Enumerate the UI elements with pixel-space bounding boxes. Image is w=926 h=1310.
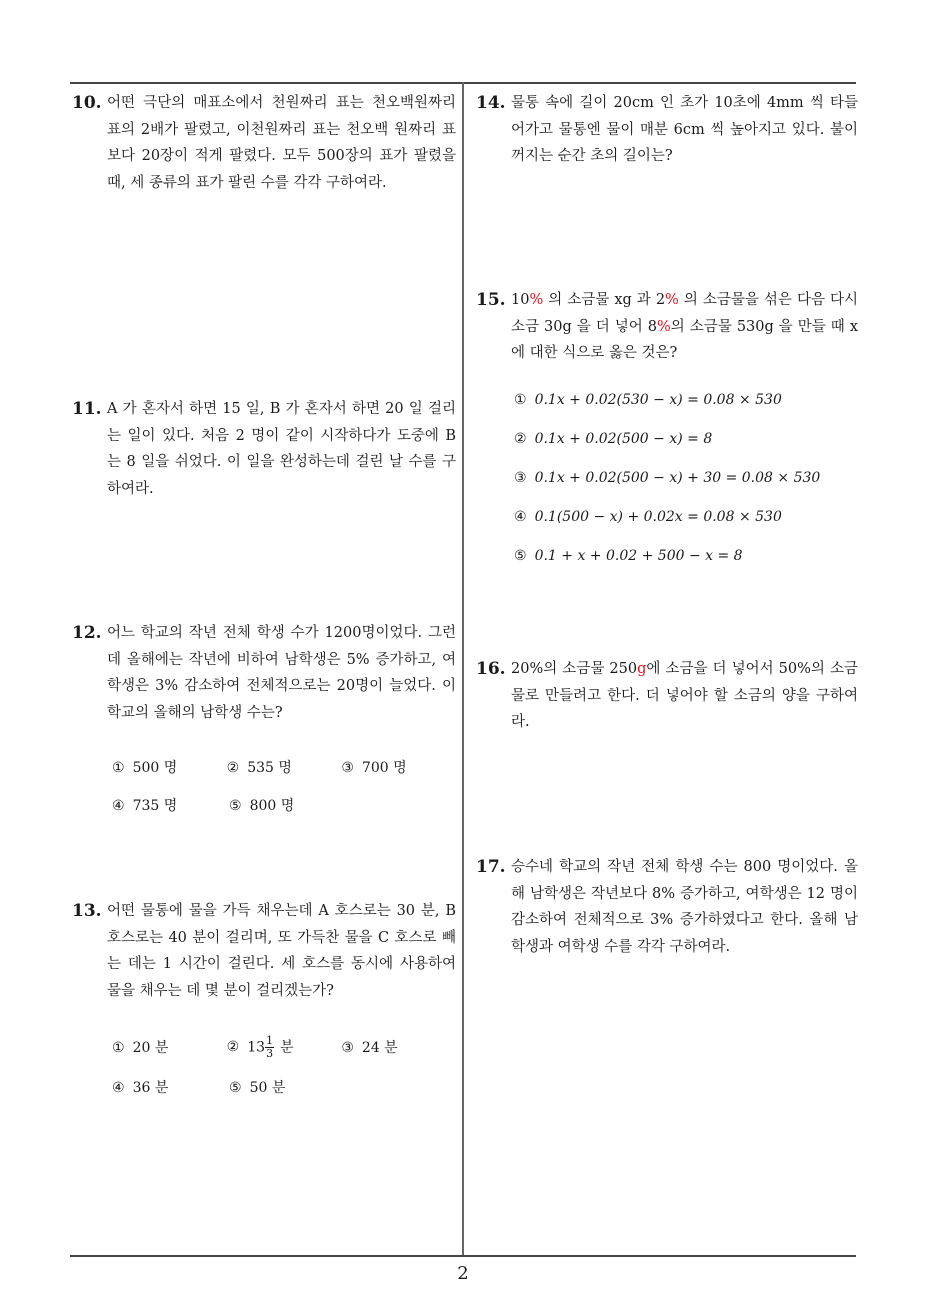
question-number: 15. bbox=[476, 290, 506, 310]
choice-1[interactable]: ① 0.1x + 0.02(530 − x) = 0.08 × 530 bbox=[514, 392, 782, 408]
question-17 bbox=[476, 854, 858, 960]
question-number: 11. bbox=[72, 399, 102, 419]
question-15 bbox=[476, 287, 858, 576]
question-text: 어느 학교의 작년 전체 학생 수가 1200명이었다. 그런데 올해에는 작년에 비하여 남학생은 5% 증가하고, 여학생은 3% 감소하여 전체적으로는 20명이 늘었다. 이 학교의 올해의 남학생 수는? bbox=[107, 625, 456, 721]
question-number: 10. bbox=[72, 93, 102, 113]
choice-4[interactable]: ④ 36 분 bbox=[112, 1080, 169, 1096]
answer-choices bbox=[514, 381, 858, 576]
question-number: 16. bbox=[476, 659, 506, 679]
answer-choices bbox=[112, 748, 456, 824]
choice-3[interactable]: ③ 24 분 bbox=[341, 1040, 398, 1056]
fraction: $\frac{1}{3}$ bbox=[266, 1033, 274, 1060]
question-11 bbox=[72, 396, 456, 502]
question-13 bbox=[72, 898, 456, 1106]
choice-5[interactable]: ⑤ 0.1 + x + 0.02 + 500 − x = 8 bbox=[514, 548, 743, 564]
question-number: 13. bbox=[72, 901, 102, 921]
choice-3[interactable]: ③ 700 명 bbox=[341, 760, 407, 776]
choice-2[interactable]: ② 535 명 bbox=[226, 760, 292, 776]
question-text: 10% 의 소금물 xg 과 2% 의 소금물을 섞은 다음 다시 소금 30g 을 더 넣어 8%의 소금물 530g 을 만들 때 x 에 대한 식으로 옳은 것은? bbox=[511, 292, 858, 361]
choice-5[interactable]: ⑤ 50 분 bbox=[229, 1080, 286, 1096]
choice-5[interactable]: ⑤ 800 명 bbox=[229, 798, 295, 814]
choice-2[interactable]: ② 13 $\frac{1}{3}$ 분 bbox=[226, 1033, 294, 1060]
question-text: 어떤 물통에 물을 가득 채우는데 A 호스로는 30 분, B 호스로는 40 분이 걸리며, 또 가득찬 물을 C 호스로 빼는 데는 1 시간이 걸린다. 세 호스를 동시에 사용하여 물을 채우는 데 몇 분이 걸리겠는가? bbox=[107, 903, 456, 999]
bottom-rule bbox=[70, 1255, 856, 1257]
page-number: 2 bbox=[457, 1263, 469, 1284]
question-14 bbox=[476, 90, 858, 170]
question-text: 어떤 극단의 매표소에서 천원짜리 표는 천오백원짜리 표의 2배가 팔렸고, 이천원짜리 표는 천오백 원짜리 표보다 20장이 적게 팔렸다. 모두 500장의 표가 팔렸을 때, 세 종류의 표가 팔린 수를 각각 구하여라. bbox=[107, 95, 456, 191]
choice-1[interactable]: ① 20 분 bbox=[112, 1040, 169, 1056]
question-12 bbox=[72, 620, 456, 824]
choice-2[interactable]: ② 0.1x + 0.02(500 − x) = 8 bbox=[514, 431, 713, 447]
question-16 bbox=[476, 656, 858, 736]
question-text: 20%의 소금물 250g에 소금을 더 넣어서 50%의 소금물로 만들려고 한다. 더 넣어야 할 소금의 양을 구하여라. bbox=[511, 661, 858, 730]
question-number: 12. bbox=[72, 623, 102, 643]
question-number: 17. bbox=[476, 857, 506, 877]
choice-3[interactable]: ③ 0.1x + 0.02(500 − x) + 30 = 0.08 × 530 bbox=[514, 470, 821, 486]
question-10 bbox=[72, 90, 456, 196]
question-text: 물통 속에 길이 20cm 인 초가 10초에 4mm 씩 타들어가고 물통엔 물이 매분 6cm 씩 높아지고 있다. 불이 꺼지는 순간 초의 길이는? bbox=[511, 95, 858, 164]
question-number: 14. bbox=[476, 93, 506, 113]
choice-4[interactable]: ④ 735 명 bbox=[112, 798, 178, 814]
question-text: A 가 혼자서 하면 15 일, B 가 혼자서 하면 20 일 걸리는 일이 있다. 처음 2 명이 같이 시작하다가 도중에 B 는 8 일을 쉬었다. 이 일을 완성하는데 걸린 날 수를 구하여라. bbox=[107, 401, 456, 497]
choice-1[interactable]: ① 500 명 bbox=[112, 760, 178, 776]
column-divider bbox=[462, 82, 464, 1256]
answer-choices bbox=[112, 1026, 456, 1106]
question-text: 승수네 학교의 작년 전체 학생 수는 800 명이었다. 올해 남학생은 작년보다 8% 증가하고, 여학생은 12 명이 감소하여 전체적으로 3% 증가하였다고 한다. 올해 남학생과 여학생 수를 각각 구하여라. bbox=[511, 859, 858, 955]
choice-4[interactable]: ④ 0.1(500 − x) + 0.02x = 0.08 × 530 bbox=[514, 509, 782, 525]
